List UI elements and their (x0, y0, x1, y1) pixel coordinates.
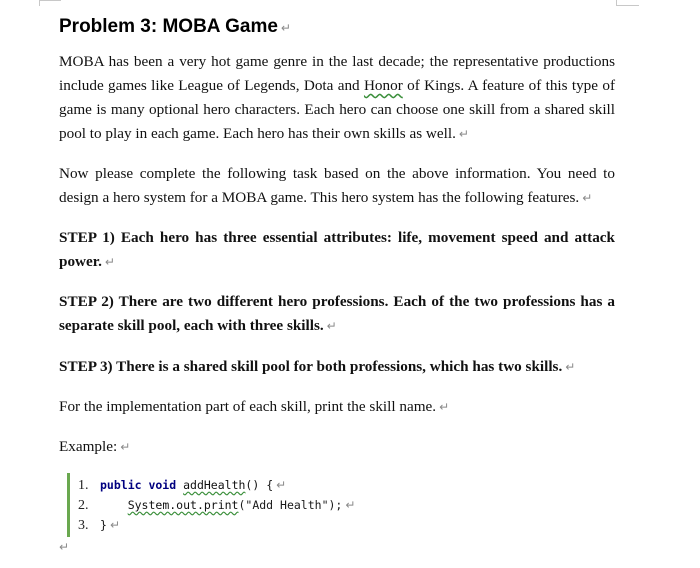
problem-title-text: Problem 3: MOBA Game (59, 16, 278, 37)
step-2 (59, 290, 615, 338)
task-text: Now please complete the following task based on the above information. You need to design a hero system for a MOBA game. This hero system has the following features. (59, 165, 615, 206)
code-line (78, 515, 120, 535)
document-end (59, 538, 69, 556)
page-corner-mark-left-top (40, 0, 61, 1)
step-3-text: STEP 3) There is a shared skill pool for both professions, which has two skills. (59, 358, 563, 375)
page-corner-mark-right (616, 0, 639, 6)
paragraph-mark-icon: ↵ (280, 21, 291, 35)
code-method-name: addHealth (183, 478, 246, 492)
paragraph-mark-icon: ↵ (458, 127, 469, 141)
code-text: ("Add Health"); (238, 498, 343, 512)
code-object: System.out.print (127, 498, 239, 512)
code-text: } (100, 518, 107, 532)
example-label (59, 435, 615, 459)
line-number: 2. (78, 498, 89, 513)
intro-text-a: MOBA has been a very hot game genre in the last decade; the representative productions include games like League of Legends, Dota and (59, 53, 615, 94)
paragraph-mark-icon: ↵ (565, 360, 576, 374)
paragraph-mark-icon: ↵ (326, 319, 337, 333)
step-3 (59, 355, 615, 379)
paragraph-mark-icon: ↵ (345, 498, 356, 512)
paragraph-mark-icon: ↵ (104, 255, 115, 269)
paragraph-mark-icon: ↵ (582, 191, 593, 205)
intro-text-b: of Kings. A feature of this type of game is many optional hero characters. Each hero can choose one skill from a shared skill pool to play in each game. Each hero has their own skills as well. (59, 77, 615, 142)
paragraph-mark-icon: ↵ (439, 400, 450, 414)
code-line (78, 475, 286, 495)
paragraph-mark-icon: ↵ (109, 518, 120, 532)
step-1-text: STEP 1) Each hero has three essential attributes: life, movement speed and attack power. (59, 229, 615, 270)
line-number: 3. (78, 518, 89, 533)
code-text: () { (245, 478, 274, 492)
code-example (67, 473, 400, 537)
step-2-text: STEP 2) There are two different hero professions. Each of the two professions has a separate skill pool, each with three skills. (59, 293, 615, 334)
step-1 (59, 226, 615, 274)
code-line (78, 495, 355, 515)
line-number: 1. (78, 478, 89, 493)
intro-paragraph (59, 50, 615, 146)
paragraph-mark-icon: ↵ (276, 478, 287, 492)
implementation-paragraph (59, 395, 615, 419)
task-paragraph (59, 162, 615, 210)
code-keyword: public void (100, 478, 177, 492)
paragraph-mark-icon: ↵ (59, 540, 70, 554)
example-label-text: Example: (59, 438, 118, 455)
problem-title (59, 16, 291, 38)
paragraph-mark-icon: ↵ (120, 440, 131, 454)
implementation-text: For the implementation part of each skill, print the skill name. (59, 398, 437, 415)
spellcheck-word: Honor (363, 77, 403, 94)
